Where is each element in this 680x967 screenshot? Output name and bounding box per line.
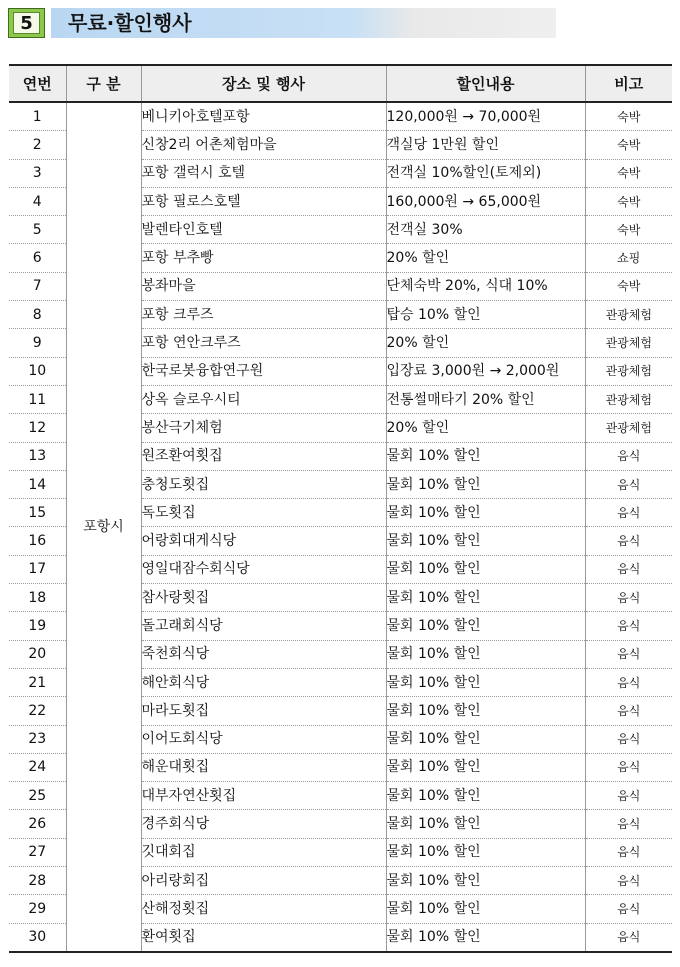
place-name: 한국로봇융합연구원 bbox=[141, 357, 386, 385]
row-number: 21 bbox=[9, 668, 66, 696]
note-category: 음식 bbox=[585, 442, 672, 470]
discount-detail: 20% 할인 bbox=[386, 244, 585, 272]
discount-detail: 물회 10% 할인 bbox=[386, 668, 585, 696]
place-name: 포항 필로스호텔 bbox=[141, 187, 386, 215]
row-number: 6 bbox=[9, 244, 66, 272]
discount-detail: 물회 10% 할인 bbox=[386, 442, 585, 470]
place-name: 마라도횟집 bbox=[141, 697, 386, 725]
discount-detail: 물회 10% 할인 bbox=[386, 527, 585, 555]
place-name: 산해정횟집 bbox=[141, 895, 386, 923]
note-category: 숙박 bbox=[585, 131, 672, 159]
place-name: 영일대잠수회식당 bbox=[141, 555, 386, 583]
row-number: 11 bbox=[9, 385, 66, 413]
place-name: 봉산극기체험 bbox=[141, 414, 386, 442]
place-name: 돌고래회식당 bbox=[141, 612, 386, 640]
row-number: 17 bbox=[9, 555, 66, 583]
discount-detail: 입장료 3,000원 → 2,000원 bbox=[386, 357, 585, 385]
place-name: 포항 갤럭시 호텔 bbox=[141, 159, 386, 187]
header-discount: 할인내용 bbox=[386, 65, 585, 102]
place-name: 포항 크루즈 bbox=[141, 301, 386, 329]
section-number-badge bbox=[8, 8, 45, 38]
discount-detail: 20% 할인 bbox=[386, 329, 585, 357]
discount-detail: 물회 10% 할인 bbox=[386, 499, 585, 527]
place-name: 해운대횟집 bbox=[141, 753, 386, 781]
section-header bbox=[8, 8, 556, 38]
row-number: 24 bbox=[9, 753, 66, 781]
place-name: 포항 부추빵 bbox=[141, 244, 386, 272]
discount-detail: 전객실 10%할인(토제외) bbox=[386, 159, 585, 187]
place-name: 아리랑회집 bbox=[141, 867, 386, 895]
discount-detail: 물회 10% 할인 bbox=[386, 612, 585, 640]
note-category: 음식 bbox=[585, 697, 672, 725]
note-category: 관광체험 bbox=[585, 414, 672, 442]
row-number: 2 bbox=[9, 131, 66, 159]
discount-detail: 물회 10% 할인 bbox=[386, 555, 585, 583]
row-number: 20 bbox=[9, 640, 66, 668]
discount-detail: 물회 10% 할인 bbox=[386, 810, 585, 838]
note-category: 음식 bbox=[585, 499, 672, 527]
place-name: 해안회식당 bbox=[141, 668, 386, 696]
note-category: 음식 bbox=[585, 895, 672, 923]
note-category: 음식 bbox=[585, 612, 672, 640]
note-category: 음식 bbox=[585, 838, 672, 866]
discount-detail: 물회 10% 할인 bbox=[386, 782, 585, 810]
row-number: 29 bbox=[9, 895, 66, 923]
discount-table bbox=[9, 64, 672, 953]
discount-detail: 탑승 10% 할인 bbox=[386, 301, 585, 329]
table-body bbox=[9, 102, 672, 952]
row-number: 28 bbox=[9, 867, 66, 895]
place-name: 죽천회식당 bbox=[141, 640, 386, 668]
place-name: 상옥 슬로우시티 bbox=[141, 385, 386, 413]
row-number: 18 bbox=[9, 584, 66, 612]
header-note: 비고 bbox=[585, 65, 672, 102]
note-category: 관광체험 bbox=[585, 357, 672, 385]
place-name: 대부자연산횟집 bbox=[141, 782, 386, 810]
discount-detail: 물회 10% 할인 bbox=[386, 470, 585, 498]
row-number: 3 bbox=[9, 159, 66, 187]
discount-detail: 물회 10% 할인 bbox=[386, 584, 585, 612]
note-category: 숙박 bbox=[585, 216, 672, 244]
note-category: 숙박 bbox=[585, 159, 672, 187]
discount-detail: 전통썰매타기 20% 할인 bbox=[386, 385, 585, 413]
place-name: 베니키아호텔포항 bbox=[141, 102, 386, 131]
header-category: 구 분 bbox=[66, 65, 141, 102]
place-name: 참사랑횟집 bbox=[141, 584, 386, 612]
row-number: 4 bbox=[9, 187, 66, 215]
row-number: 15 bbox=[9, 499, 66, 527]
header-place: 장소 및 행사 bbox=[141, 65, 386, 102]
note-category: 음식 bbox=[585, 923, 672, 952]
place-name: 원조환여횟집 bbox=[141, 442, 386, 470]
note-category: 숙박 bbox=[585, 272, 672, 300]
row-number: 14 bbox=[9, 470, 66, 498]
discount-detail: 물회 10% 할인 bbox=[386, 867, 585, 895]
category-cell: 포항시 bbox=[66, 102, 141, 952]
discount-detail: 단체숙박 20%, 식대 10% bbox=[386, 272, 585, 300]
note-category: 음식 bbox=[585, 782, 672, 810]
header-no: 연번 bbox=[9, 65, 66, 102]
place-name: 신창2리 어촌체험마을 bbox=[141, 131, 386, 159]
note-category: 관광체험 bbox=[585, 329, 672, 357]
row-number: 16 bbox=[9, 527, 66, 555]
row-number: 13 bbox=[9, 442, 66, 470]
note-category: 음식 bbox=[585, 668, 672, 696]
place-name: 봉좌마을 bbox=[141, 272, 386, 300]
discount-detail: 120,000원 → 70,000원 bbox=[386, 102, 585, 131]
note-category: 숙박 bbox=[585, 102, 672, 131]
place-name: 충청도횟집 bbox=[141, 470, 386, 498]
place-name: 환여횟집 bbox=[141, 923, 386, 952]
note-category: 관광체험 bbox=[585, 301, 672, 329]
row-number: 30 bbox=[9, 923, 66, 952]
note-category: 관광체험 bbox=[585, 385, 672, 413]
row-number: 8 bbox=[9, 301, 66, 329]
row-number: 25 bbox=[9, 782, 66, 810]
table-header-row bbox=[9, 65, 672, 102]
table-row bbox=[9, 102, 672, 131]
section-number: 5 bbox=[13, 12, 40, 34]
place-name: 이어도회식당 bbox=[141, 725, 386, 753]
discount-detail: 20% 할인 bbox=[386, 414, 585, 442]
place-name: 경주회식당 bbox=[141, 810, 386, 838]
section-title: 무료·할인행사 bbox=[68, 11, 192, 35]
note-category: 음식 bbox=[585, 527, 672, 555]
discount-detail: 물회 10% 할인 bbox=[386, 725, 585, 753]
place-name: 발렌타인호텔 bbox=[141, 216, 386, 244]
discount-detail: 물회 10% 할인 bbox=[386, 640, 585, 668]
row-number: 26 bbox=[9, 810, 66, 838]
row-number: 27 bbox=[9, 838, 66, 866]
row-number: 5 bbox=[9, 216, 66, 244]
discount-detail: 물회 10% 할인 bbox=[386, 753, 585, 781]
note-category: 음식 bbox=[585, 725, 672, 753]
discount-detail: 물회 10% 할인 bbox=[386, 923, 585, 952]
row-number: 22 bbox=[9, 697, 66, 725]
discount-detail: 객실당 1만원 할인 bbox=[386, 131, 585, 159]
note-category: 음식 bbox=[585, 810, 672, 838]
discount-detail: 물회 10% 할인 bbox=[386, 895, 585, 923]
row-number: 9 bbox=[9, 329, 66, 357]
note-category: 음식 bbox=[585, 640, 672, 668]
place-name: 깃대회집 bbox=[141, 838, 386, 866]
place-name: 포항 연안크루즈 bbox=[141, 329, 386, 357]
note-category: 음식 bbox=[585, 584, 672, 612]
note-category: 음식 bbox=[585, 555, 672, 583]
row-number: 23 bbox=[9, 725, 66, 753]
note-category: 음식 bbox=[585, 470, 672, 498]
place-name: 독도횟집 bbox=[141, 499, 386, 527]
note-category: 숙박 bbox=[585, 187, 672, 215]
note-category: 음식 bbox=[585, 867, 672, 895]
row-number: 19 bbox=[9, 612, 66, 640]
discount-detail: 전객실 30% bbox=[386, 216, 585, 244]
row-number: 7 bbox=[9, 272, 66, 300]
discount-detail: 물회 10% 할인 bbox=[386, 697, 585, 725]
row-number: 1 bbox=[9, 102, 66, 131]
note-category: 음식 bbox=[585, 753, 672, 781]
discount-detail: 160,000원 → 65,000원 bbox=[386, 187, 585, 215]
row-number: 12 bbox=[9, 414, 66, 442]
row-number: 10 bbox=[9, 357, 66, 385]
place-name: 어랑회대게식당 bbox=[141, 527, 386, 555]
discount-detail: 물회 10% 할인 bbox=[386, 838, 585, 866]
note-category: 쇼핑 bbox=[585, 244, 672, 272]
